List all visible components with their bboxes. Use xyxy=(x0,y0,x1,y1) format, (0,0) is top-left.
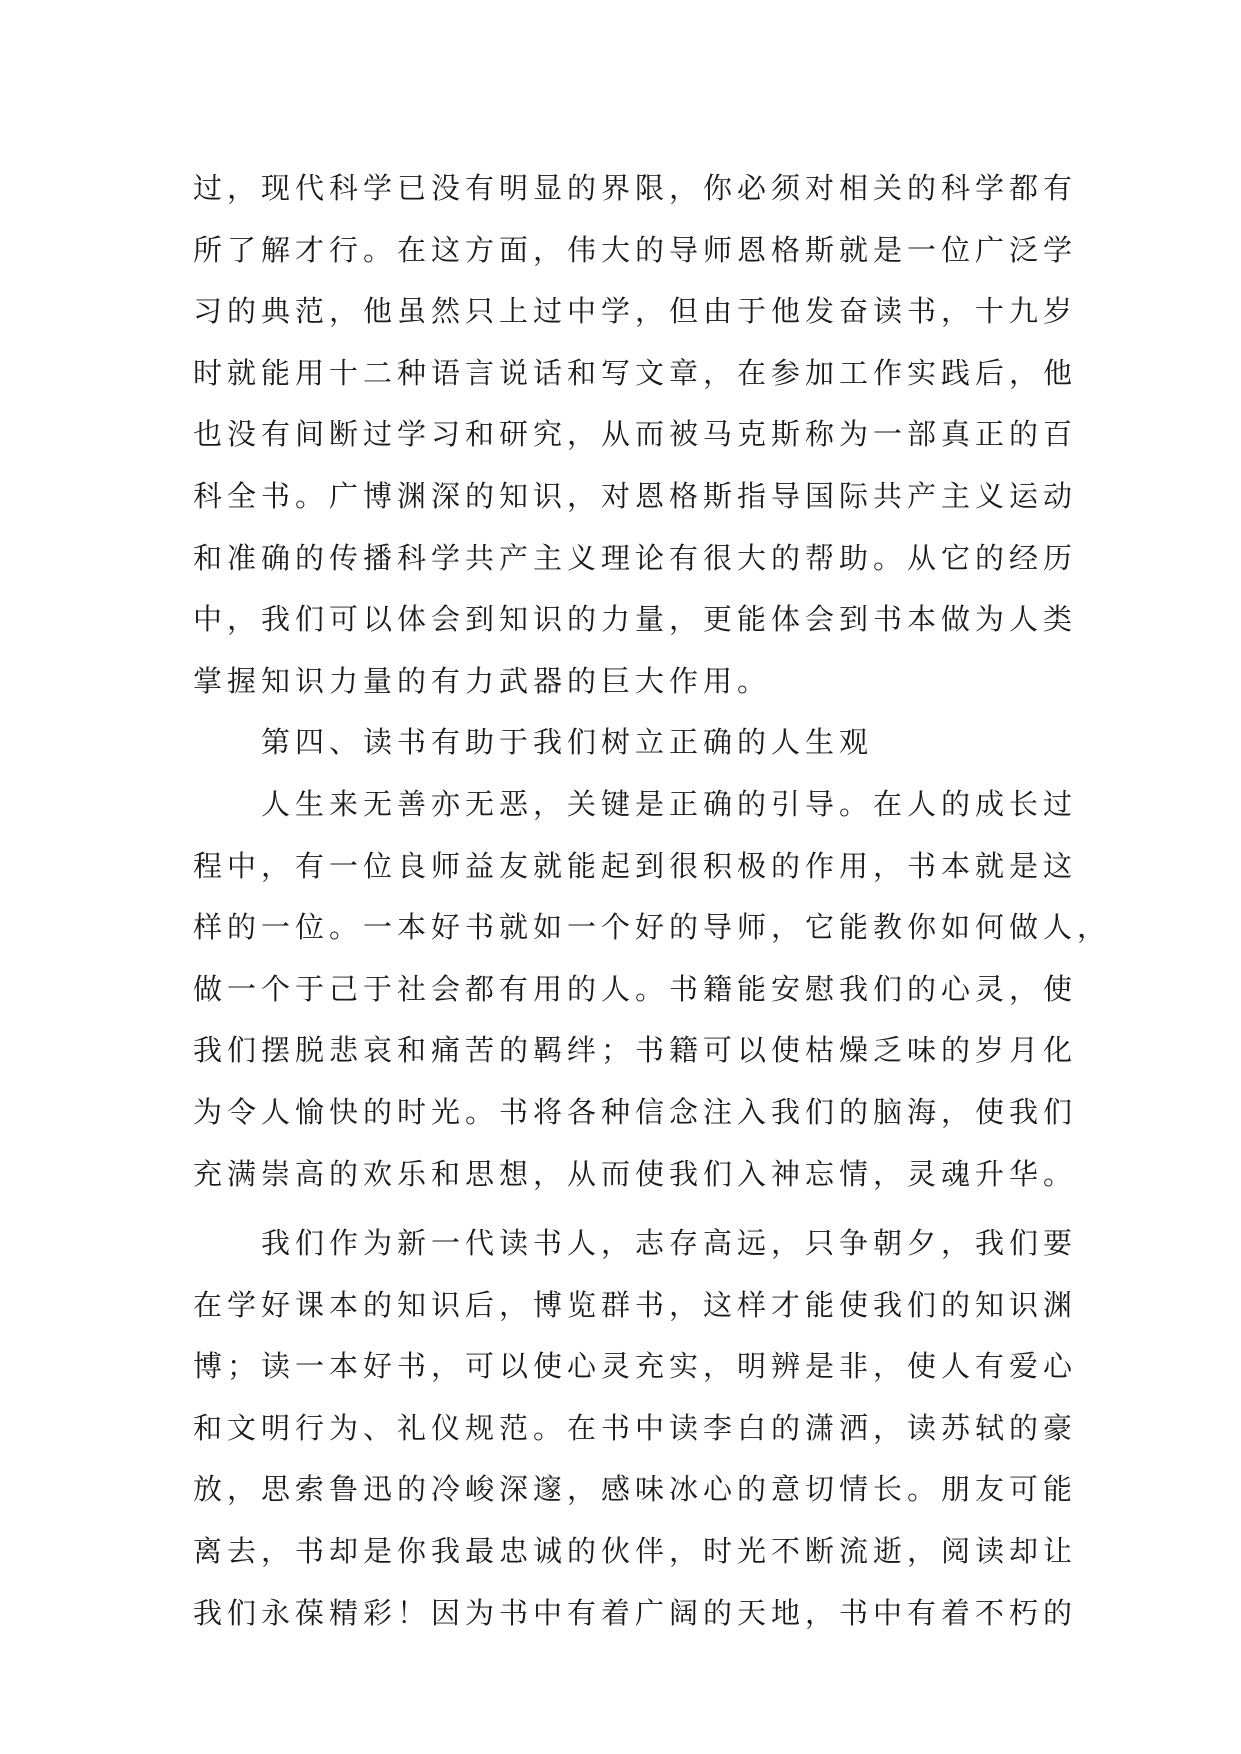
text-line-19: 在学好课本的知识后，博览群书，这样才能使我们的知识渊 xyxy=(193,1287,1078,1322)
text-line-17: 充满崇高的欢乐和思想，从而使我们入神忘情，灵魂升华。 xyxy=(193,1156,1078,1191)
section-heading: 第四、读书有助于我们树立正确的人生观 xyxy=(193,725,874,760)
text-line-13: 样的一位。一本好书就如一个好的导师，它能教你如何做人， xyxy=(193,910,1112,945)
text-line-21: 和文明行为、礼仪规范。在书中读李白的潇洒，读苏轼的豪 xyxy=(193,1410,1078,1445)
text-line-11: 人生来无善亦无恶，关键是正确的引导。在人的成长过 xyxy=(193,786,1078,821)
text-line-3: 习的典范，他虽然只上过中学，但由于他发奋读书，十九岁 xyxy=(193,294,1078,329)
text-line-6: 科全书。广博渊深的知识，对恩格斯指导国际共产主义运动 xyxy=(193,478,1078,513)
text-line-22: 放，思索鲁迅的冷峻深邃，感味冰心的意切情长。朋友可能 xyxy=(193,1472,1078,1507)
text-line-1: 过，现代科学已没有明显的界限，你必须对相关的科学都有 xyxy=(193,171,1078,205)
text-line-8: 中，我们可以体会到知识的力量，更能体会到书本做为人类 xyxy=(193,602,1078,637)
text-line-12: 程中，有一位良师益友就能起到很积极的作用，书本就是这 xyxy=(193,848,1078,883)
text-line-18: 我们作为新一代读书人，志存高远，只争朝夕，我们要 xyxy=(193,1226,1078,1261)
text-line-2: 所了解才行。在这方面，伟大的导师恩格斯就是一位广泛学 xyxy=(193,232,1078,267)
text-line-9: 掌握知识力量的有力武器的巨大作用。 xyxy=(193,663,772,698)
body-text xyxy=(193,158,1112,1644)
text-line-20: 博；读一本好书，可以使心灵充实，明辨是非，使人有爱心 xyxy=(193,1349,1078,1384)
text-line-14: 做一个于己于社会都有用的人。书籍能安慰我们的心灵，使 xyxy=(193,971,1078,1006)
text-line-4: 时就能用十二种语言说话和写文章，在参加工作实践后，他 xyxy=(193,355,1078,390)
paragraph-gap xyxy=(193,1205,1073,1213)
text-line-23: 离去，书却是你我最忠诚的伙伴，时光不断流逝，阅读却让 xyxy=(193,1534,1078,1569)
text-line-24: 我们永葆精彩！因为书中有着广阔的天地，书中有着不朽的 xyxy=(193,1595,1078,1630)
text-line-16: 为令人愉快的时光。书将各种信念注入我们的脑海，使我们 xyxy=(193,1094,1078,1129)
text-line-7: 和准确的传播科学共产主义理论有很大的帮助。从它的经历 xyxy=(193,540,1078,575)
text-line-5: 也没有间断过学习和研究，从而被马克斯称为一部真正的百 xyxy=(193,417,1078,452)
text-line-15: 我们摆脱悲哀和痛苦的羁绊；书籍可以使枯燥乏味的岁月化 xyxy=(193,1033,1078,1068)
